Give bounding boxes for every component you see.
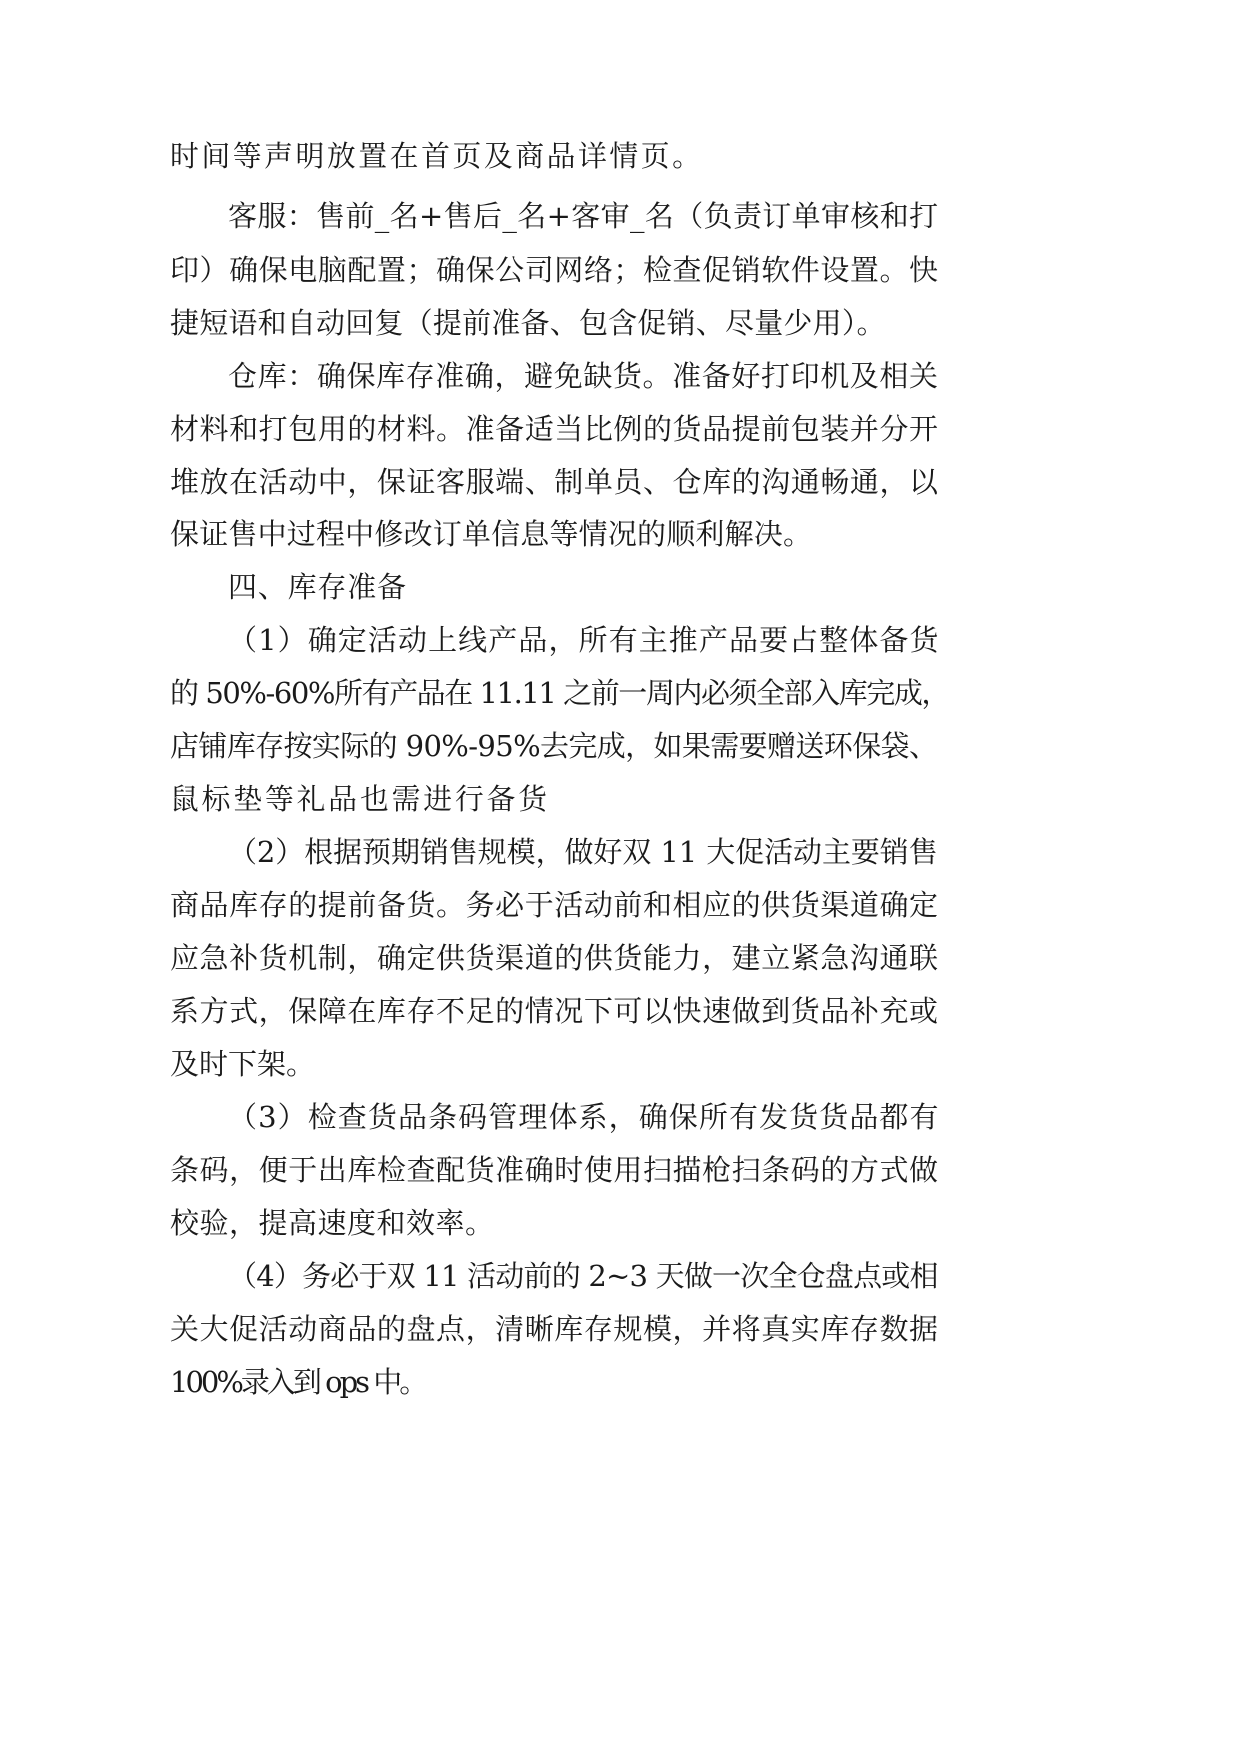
text-line: 条码，便于出库检查配货准确时使用扫描枪扫条码的方式做 [170, 1153, 939, 1187]
text-line: 校验，提高速度和效率。 [170, 1206, 495, 1240]
text-line: （4）务必于双 11 活动前的 2~3 天做一次全仓盘点或相 [228, 1259, 938, 1293]
text-line: 商品库存的提前备货。务必于活动前和相应的供货渠道确定 [170, 888, 939, 922]
text-line: 保证售中过程中修改订单信息等情况的顺利解决。 [170, 517, 813, 551]
text-line: 关大促活动商品的盘点，清晰库存规模，并将真实库存数据 [170, 1312, 939, 1346]
text-line: 应急补货机制，确定供货渠道的供货能力，建立紧急沟通联 [170, 941, 939, 975]
text-line: （1）确定活动上线产品，所有主推产品要占整体备货 [228, 623, 940, 657]
text-line: 客服：售前_名+售后_名+客审_名（负责订单审核和打 [228, 199, 939, 233]
text-line: 堆放在活动中，保证客服端、制单员、仓库的沟通畅通，以 [170, 465, 939, 499]
text-line: 材料和打包用的材料。准备适当比例的货品提前包装并分开 [170, 412, 939, 446]
text-line: （3）检查货品条码管理体系，确保所有发货货品都有 [228, 1100, 940, 1134]
text-line: （2）根据预期销售规模，做好双 11 大促活动主要销售 [228, 835, 938, 869]
text-line: 捷短语和自动回复（提前准备、包含促销、尽量少用）。 [170, 306, 886, 340]
text-line: 店铺库存按实际的 90%-95%去完成，如果需要赠送环保袋、 [170, 729, 938, 763]
text-line: 时间等声明放置在首页及商品详情页。 [170, 139, 704, 173]
text-line: 仓库：确保库存准确，避免缺货。准备好打印机及相关 [228, 359, 939, 393]
text-line: 100%录入到 ops 中。 [170, 1365, 426, 1399]
section-heading: 四、库存准备 [228, 570, 407, 604]
text-line: 的 50%-60%所有产品在 11.11 之前一周内必须全部入库完成， [170, 676, 949, 710]
text-line: 印）确保电脑配置；确保公司网络；检查促销软件设置。快 [170, 253, 939, 287]
text-line: 鼠标垫等礼品也需进行备货 [170, 782, 550, 816]
text-line: 及时下架。 [170, 1047, 316, 1081]
text-line: 系方式，保障在库存不足的情况下可以快速做到货品补充或 [170, 994, 939, 1028]
